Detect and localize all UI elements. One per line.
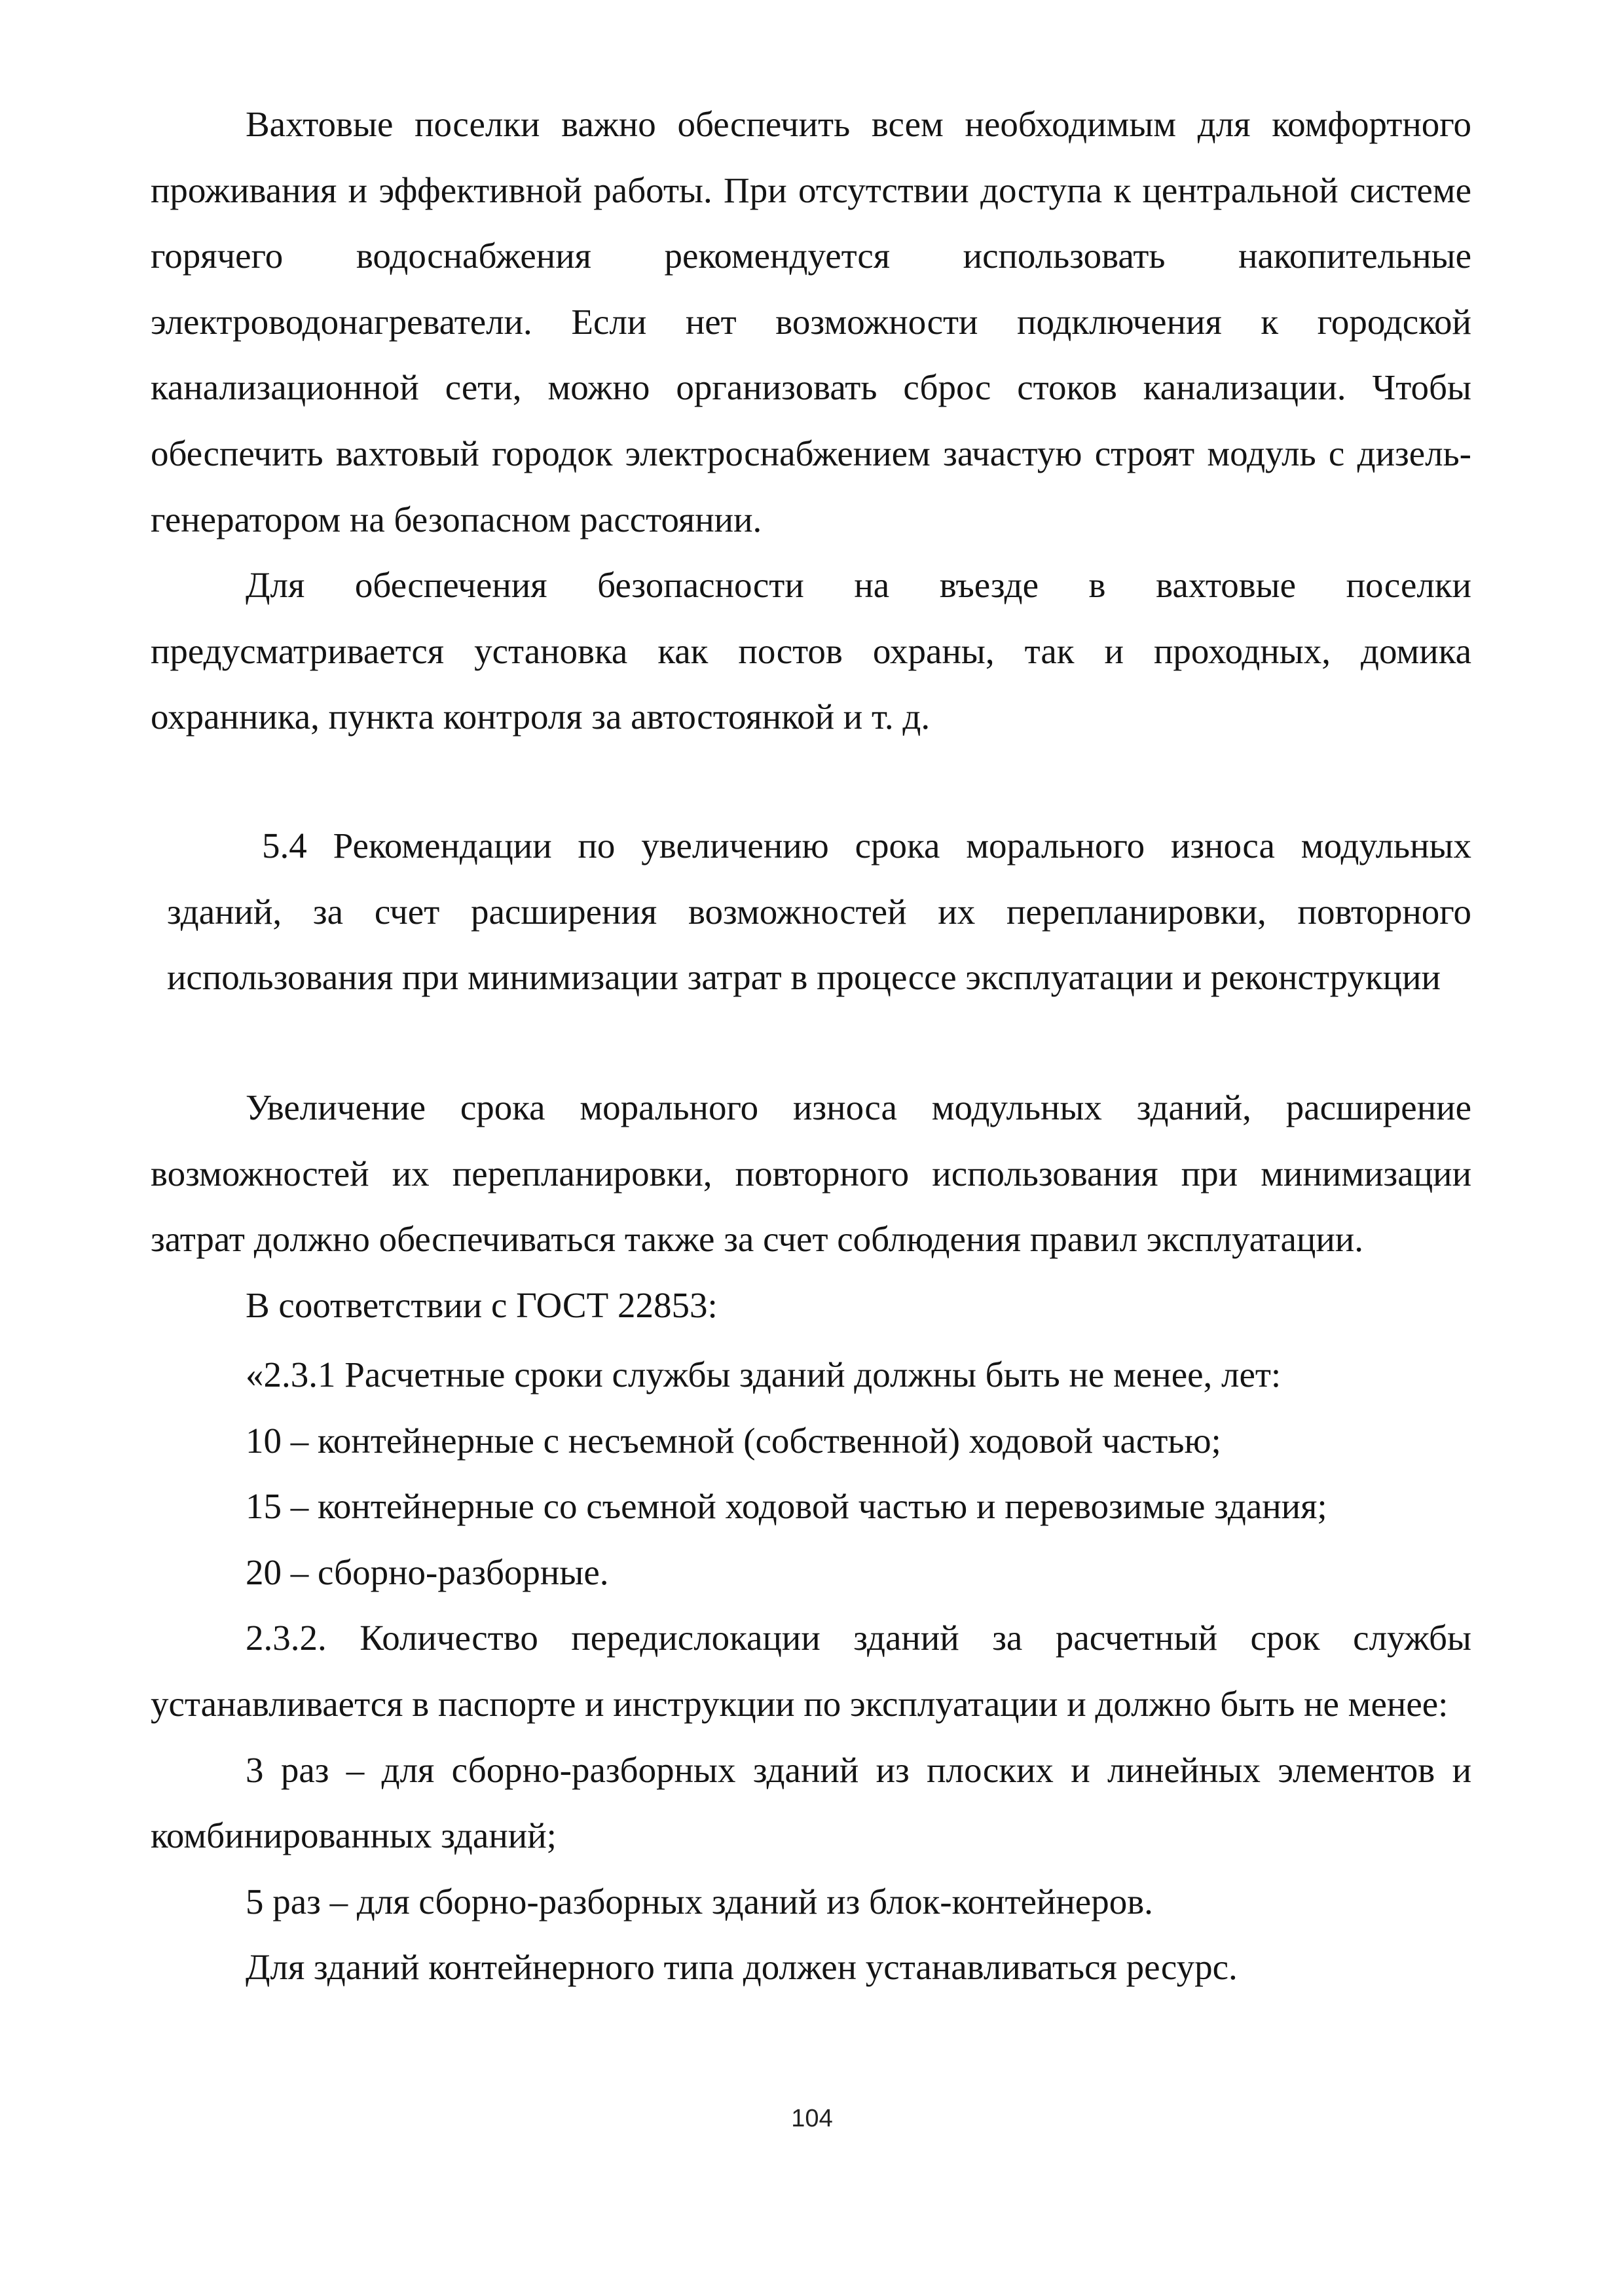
paragraph-obsolescence: Увеличение срока морального износа модульных зданий, расширение возможностей их перепланировки, повторного использования при минимизации затрат должно обеспечиваться также за счет соблюдения правил эксплуатации. [151,1087,1471,1260]
main-block [151,1075,1471,1338]
page-number: 104 [791,2105,833,2132]
clause-2-3-1: «2.3.1 Расчетные сроки службы зданий должны быть не менее, лет: [246,1355,1282,1394]
section-heading: 5.4 Рекомендации по увеличению срока морального износа модульных зданий, за счет расширения возможностей их перепланировки, повторного использования при минимизации затрат в процессе эксплуатации и реконструкции [167,826,1471,998]
relocation-5-times: 5 раз – для сборно-разборных зданий из блок-контейнеров. [246,1881,1153,1922]
gost-quote [151,1342,1471,2001]
clause-2-3-2: 2.3.2. Количество передислокации зданий за расчетный срок службы устанавливается в паспорте и инструкции по эксплуатации и должно быть не менее: [151,1618,1471,1724]
paragraph-utilities: Вахтовые поселки важно обеспечить всем необходимым для комфортного проживания и эффективной работы. При отсутствии доступа к центральной системе горячего водоснабжения рекомендуется использовать накопительные электроводонагреватели. Если нет возможности подключения к городской канализационной сети, можно организовать сброс стоков канализации. Чтобы обеспечить вахтовый городок электроснабжением зачастую строят модуль с дизель-генератором на безопасном расстоянии. [151,104,1471,539]
gost-reference: В соответствии с ГОСТ 22853: [246,1285,718,1325]
service-life-10: 10 – контейнерные с несъемной (собственной) ходовой частью; [246,1420,1221,1461]
service-life-20: 20 – сборно-разборные. [246,1552,609,1592]
paragraph-security: Для обеспечения безопасности на въезде в вахтовые поселки предусматривается установка как постов охраны, так и проходных, домика охранника, пункта контроля за автостоянкой и т. д. [151,565,1471,737]
service-life-15: 15 – контейнерные со съемной ходовой частью и перевозимые здания; [246,1486,1327,1527]
intro-block [151,92,1471,750]
container-resource: Для зданий контейнерного типа должен устанавливаться ресурс. [246,1947,1238,1988]
relocation-3-times: 3 раз – для сборно-разборных зданий из плоских и линейных элементов и комбинированных зданий; [151,1749,1471,1856]
